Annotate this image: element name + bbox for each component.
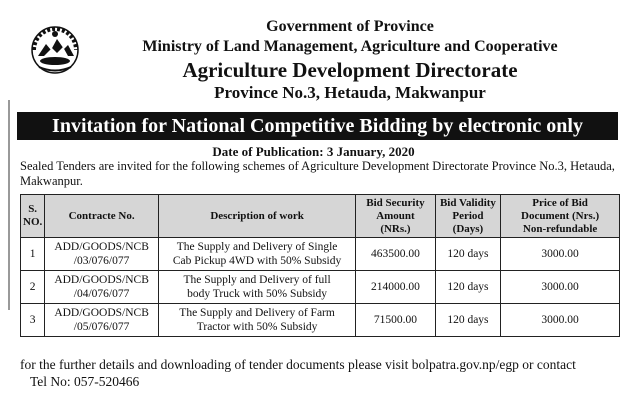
row-bid-security: 214000.00 [356, 271, 435, 304]
table-header-row [21, 195, 620, 238]
notice-header [8, 4, 619, 108]
row-description: The Supply and Delivery of Farm Tractor with 50% Subsidy [158, 304, 355, 337]
row-sn: 2 [21, 271, 45, 304]
header-sn: S. NO. [21, 195, 45, 238]
nepal-emblem-icon [30, 26, 80, 74]
footer-text: for the further details and downloading of tender documents please visit bolpatra.gov.np/egp or contact [20, 357, 576, 372]
ministry-title: Ministry of Land Management, Agriculture and Cooperative [142, 38, 558, 55]
row-contract: ADD/GOODS/NCB /05/076/077 [45, 304, 159, 337]
row-contract: ADD/GOODS/NCB /03/076/077 [45, 238, 159, 271]
row-description: The Supply and Delivery of Single Cab Pickup 4WD with 50% Subsidy [158, 238, 355, 271]
government-title: Government of Province [266, 18, 434, 35]
intro-text: Sealed Tenders are invited for the following schemes of Agriculture Development Directorate Province No.3, Hetauda, Makwanpur. [20, 159, 615, 188]
header-description: Description of work [158, 195, 355, 238]
row-sn: 1 [21, 238, 45, 271]
row-validity: 120 days [435, 304, 501, 337]
header-contract: Contracte No. [45, 195, 159, 238]
footer-phone: Tel No: 057-520466 [30, 374, 140, 389]
header-bid-validity: Bid Validity Period (Days) [435, 195, 501, 238]
notice [8, 4, 619, 408]
row-price: 3000.00 [501, 271, 620, 304]
directorate-title: Agriculture Development Directorate [182, 58, 518, 82]
row-price: 3000.00 [501, 238, 620, 271]
left-rule [8, 100, 10, 310]
table-row [21, 304, 620, 337]
location-title: Province No.3, Hetauda, Makwanpur [214, 83, 486, 102]
header-bid-security: Bid Security Amount (NRs.) [356, 195, 435, 238]
row-validity: 120 days [435, 271, 501, 304]
row-contract: ADD/GOODS/NCB /04/076/077 [45, 271, 159, 304]
row-bid-security: 71500.00 [356, 304, 435, 337]
row-bid-security: 463500.00 [356, 238, 435, 271]
footer-contact [20, 356, 625, 390]
table-row [21, 271, 620, 304]
row-description: The Supply and Delivery of full body Truck with 50% Subsidy [158, 271, 355, 304]
tender-table [20, 194, 620, 337]
row-price: 3000.00 [501, 304, 620, 337]
table-row [21, 238, 620, 271]
row-validity: 120 days [435, 238, 501, 271]
invitation-banner: Invitation for National Competitive Bidding by electronic only [17, 112, 618, 140]
header-price: Price of Bid Document (Nrs.) Non-refundable [501, 195, 620, 238]
publication-date: Date of Publication: 3 January, 2020 [212, 144, 415, 159]
row-sn: 3 [21, 304, 45, 337]
